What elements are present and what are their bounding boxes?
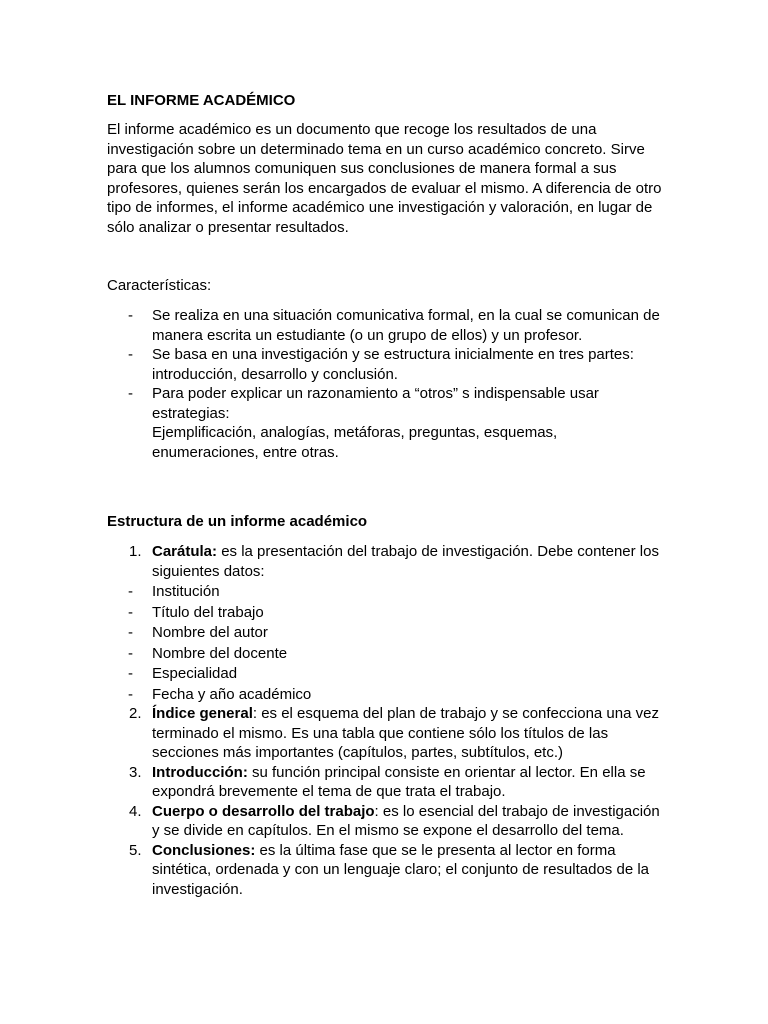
sub-list-item xyxy=(107,664,667,684)
intro-paragraph: El informe académico es un documento que recoge los resultados de una investigación sobre un determinado tema en un curso académico concreto. Sirve para que los alumnos comuniquen sus conclusiones de manera formal a sus profesores, quienes serán los encargados de evaluar el mismo. A diferencia de otro tipo de informes, el informe académico une investigación y valoración, en lugar de sólo analizar o presentar resultados. xyxy=(107,121,662,236)
dash-marker: - xyxy=(128,624,133,641)
sub-list-item xyxy=(107,685,667,705)
sub-list-item xyxy=(107,603,667,623)
sub-list-item xyxy=(107,644,667,664)
dash-marker: - xyxy=(128,346,133,363)
dash-marker: - xyxy=(128,603,133,621)
item-text: es la presentación del trabajo de investigación. Debe contener los siguientes datos: xyxy=(152,543,659,580)
estructura-list xyxy=(107,542,667,899)
item-term: Conclusiones: xyxy=(152,841,256,859)
numbered-item xyxy=(107,802,667,841)
dash-marker: - xyxy=(128,307,133,324)
sub-item-text: Nombre del docente xyxy=(152,644,288,662)
sub-list-item xyxy=(107,582,667,602)
item-text: su función principal consiste en orientar al lector. En ella se expondrá brevemente el tema de que trata el trabajo. xyxy=(152,763,646,800)
item-number: 4. xyxy=(129,802,142,820)
estructura-heading: Estructura de un informe académico xyxy=(107,513,368,530)
sub-item-text: Título del trabajo xyxy=(152,603,264,621)
dash-marker: - xyxy=(128,685,133,703)
list-item xyxy=(107,306,667,345)
item-text: : es el esquema del plan de trabajo y se confecciona una vez terminado el mismo. Es una tabla que contiene sólo los títulos de las secciones más importantes (capítulos, partes, subtítulos, etc.) xyxy=(152,705,659,761)
item-number: 5. xyxy=(129,841,142,859)
sub-item-text: Especialidad xyxy=(152,665,238,682)
numbered-item xyxy=(107,763,667,802)
numbered-item xyxy=(107,841,667,900)
item-term: Carátula: xyxy=(152,543,218,560)
list-item xyxy=(107,384,667,462)
caracteristicas-list xyxy=(107,306,667,462)
item-number: 3. xyxy=(129,763,142,781)
list-item-text: Se realiza en una situación comunicativa formal, en la cual se comunican de manera escrita un estudiante (o un grupo de ellos) y un profesor. xyxy=(152,307,660,344)
dash-marker: - xyxy=(128,665,133,682)
item-term: Introducción: xyxy=(152,763,248,781)
dash-marker: - xyxy=(128,583,133,600)
item-term: Índice general xyxy=(152,705,253,722)
dash-marker: - xyxy=(128,644,133,662)
dash-marker: - xyxy=(128,385,133,402)
item-number: 2. xyxy=(129,705,142,722)
numbered-item xyxy=(107,704,667,763)
list-item-extra-text: Ejemplificación, analogías, metáforas, preguntas, esquemas, enumeraciones, entre otras. xyxy=(152,424,558,461)
item-text: es la última fase que se le presenta al lector en forma sintética, ordenada y con un lenguaje claro; el conjunto de resultados de la investigación. xyxy=(152,841,649,898)
numbered-item xyxy=(107,542,667,581)
sub-list-item xyxy=(107,623,667,643)
item-term: Cuerpo o desarrollo del trabajo xyxy=(152,802,375,820)
item-number: 1. xyxy=(129,543,142,560)
caracteristicas-heading: Características: xyxy=(107,277,212,294)
sub-item-text: Nombre del autor xyxy=(152,624,268,641)
list-item xyxy=(107,345,667,384)
sub-item-text: Fecha y año académico xyxy=(152,685,312,703)
item-text: : es lo esencial del trabajo de investigación y se divide en capítulos. En el mismo se expone el desarrollo del tema. xyxy=(152,802,660,839)
sub-item-text: Institución xyxy=(152,583,220,600)
list-item-text: Se basa en una investigación y se estructura inicialmente en tres partes: introducción, desarrollo y conclusión. xyxy=(152,346,634,383)
document-title: EL INFORME ACADÉMICO xyxy=(107,92,296,109)
list-item-text: Para poder explicar un razonamiento a “otros” s indispensable usar estrategias: xyxy=(152,385,599,422)
